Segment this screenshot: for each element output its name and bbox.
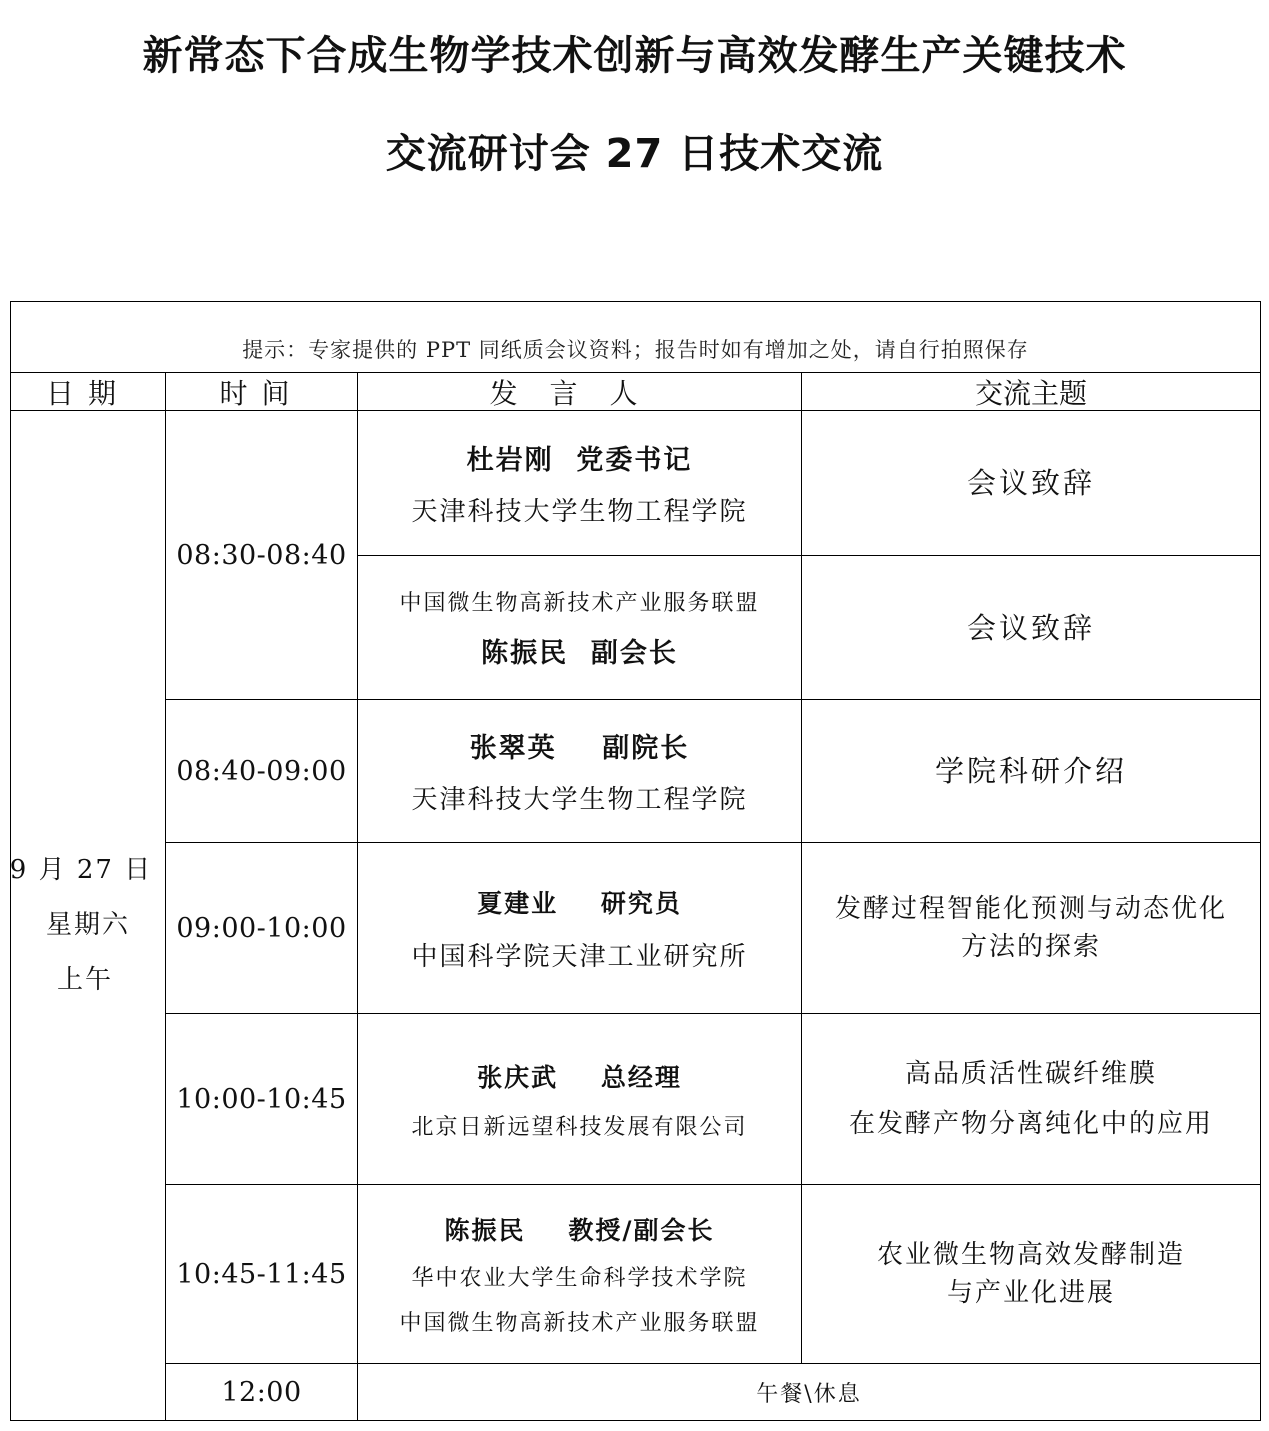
date-line-3: 上午	[56, 964, 113, 995]
speaker-cell-2	[358, 556, 801, 699]
page-title-line-1: 新常态下合成生物学技术创新与高效发酵生产关键技术	[142, 33, 1127, 79]
header-date: 日期	[45, 376, 130, 410]
time-slot-lunch: 12:00	[221, 1376, 302, 1408]
topic-line-1: 发酵过程智能化预测与动态优化	[834, 894, 1227, 924]
speaker-cell-6	[358, 1185, 801, 1363]
time-slot-4: 10:00-10:45	[176, 1083, 347, 1115]
header-topic: 交流主题	[974, 376, 1087, 410]
header-time: 时间	[219, 376, 304, 410]
speaker-name: 张庆武 总经理	[477, 1062, 682, 1092]
speaker-org-2: 中国微生物高新技术产业服务联盟	[399, 1311, 760, 1336]
speaker-cell-3	[358, 700, 801, 842]
speaker-name: 陈振民 副会长	[481, 637, 678, 669]
topic-cell-6	[802, 1185, 1260, 1363]
date-cell	[11, 840, 165, 1010]
speaker-cell-1	[358, 411, 801, 555]
page-title-line-2: 交流研讨会 27 日技术交流	[385, 131, 884, 177]
speaker-org: 天津科技大学生物工程学院	[411, 497, 748, 527]
topic-line-1: 高品质活性碳纤维膜	[904, 1059, 1157, 1089]
speaker-org-1: 华中农业大学生命科学技术学院	[411, 1266, 748, 1291]
speaker-name: 杜岩刚 党委书记	[466, 445, 693, 476]
topic-line-1: 农业微生物高效发酵制造	[876, 1240, 1185, 1270]
schedule-table	[10, 301, 1261, 1421]
speaker-org: 中国科学院天津工业研究所	[411, 941, 748, 972]
topic-cell-1: 会议致辞	[966, 466, 1095, 500]
notice-text: 提示：专家提供的 PPT 同纸质会议资料；报告时如有增加之处，请自行拍照保存	[242, 338, 1029, 362]
topic-line-2: 在发酵产物分离纯化中的应用	[848, 1109, 1213, 1139]
speaker-name: 陈振民 教授/副会长	[444, 1216, 715, 1245]
header-speaker: 发言人	[489, 376, 670, 410]
speaker-name: 夏建业 研究员	[477, 888, 682, 918]
speaker-cell-5	[358, 1014, 801, 1184]
topic-cell-3: 学院科研介绍	[934, 754, 1127, 788]
topic-cell-5	[802, 1014, 1260, 1184]
time-slot-3: 09:00-10:00	[176, 912, 347, 944]
speaker-org: 北京日新远望科技发展有限公司	[411, 1114, 748, 1140]
date-line-2: 星期六	[45, 909, 130, 940]
speaker-org: 天津科技大学生物工程学院	[411, 785, 748, 815]
topic-line-2: 方法的探索	[960, 932, 1101, 962]
time-slot-1: 08:30-08:40	[176, 539, 347, 571]
speaker-name: 张翠英 副院长	[469, 733, 690, 764]
speaker-cell-4	[358, 843, 801, 1013]
speaker-org: 中国微生物高新技术产业服务联盟	[399, 590, 760, 616]
time-slot-2: 08:40-09:00	[176, 755, 347, 787]
topic-cell-4	[802, 843, 1260, 1013]
time-slot-5: 10:45-11:45	[176, 1258, 347, 1290]
lunch-break-cell: 午餐\休息	[756, 1381, 862, 1407]
topic-cell-2: 会议致辞	[966, 610, 1095, 645]
date-line-1: 9 月 27 日	[9, 854, 153, 885]
topic-line-2: 与产业化进展	[946, 1278, 1115, 1308]
